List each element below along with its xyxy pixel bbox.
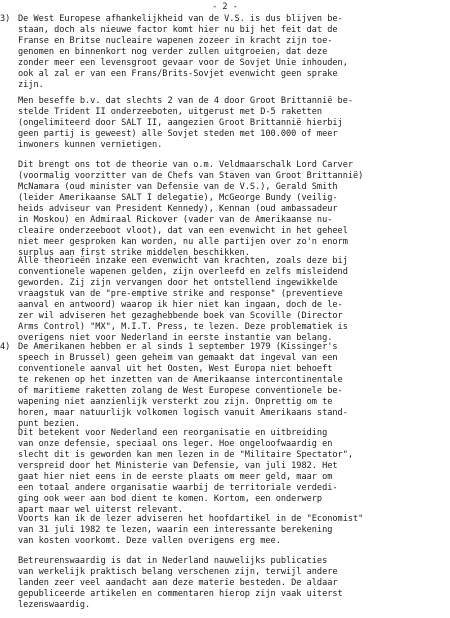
section-number: 4)	[0, 342, 11, 352]
paragraph-text: Betreurenswaardig is dat in Nederland nauwelijks publicaties van werkelijk praktisch belang verschenen zijn, terwijl andere landen zeer veel aandacht aan deze materie besteden. De aldaar gepubliceerde artikelen en commentaren hierop zijn vaak uiterst lezenswaardig.	[18, 556, 343, 610]
paragraph-text: Men beseffe b.v. dat slechts 2 van de 4 door Groot Brittannië be- stelde Trident II onderzeeboten, uitgerust met D-5 raketten (ongelimiteerd door SALT II, aangezien Groot Brittannië hierbij geen partij is geweest) alle Sovjet steden met 100.000 of meer inwoners kunnen vernietigen.	[18, 96, 354, 150]
paragraph-text: Dit brengt ons tot de theorie van o.m. Veldmaarschalk Lord Carver (voormalig voorzitter van de Chefs van Staven van Groot Brittannië) McNamara (oud minister van Defensie van de V.S.), Gerald Smith (leider Amerikaanse SALT I delegatie), McGeorge Bundy (veilig- heids adviseur van President Kennedy), Kennan (oud ambassadeur in Moskou) en Admiraal Rickover (vader van de Amerikaanse nu- cleaire onderzeeboot vloot), dat van een evenwicht in het geheel niet meer gesproken kan worden, nu alle partijen over zo'n enorm surplus aan first strike middelen beschikken.	[18, 160, 364, 258]
paragraph-text: Alle theorieën inzake een evenwicht van krachten, zoals deze bij conventionele wapenen gelden, zijn overleefd en zelfs misleidend geworden. Zij zijn vervangen door het ontstellend ingewikkelde vraagstuk van de "pre-emptive strike and response" (preventieve aanval en antwoord) waarop ik hier niet kan ingaan, doch de le- zer wil adviseren het gezaghebbende boek van Scoville (Director Arms Control) "MX", M.I.T. Press, te lezen. Deze problematiek is overigens niet voor Nederland in eerste instantie van belang.	[18, 256, 348, 343]
page-number: - 2 -	[212, 2, 238, 12]
paragraph-text: De Amerikanen hebben er al sinds 1 september 1979 (Kissinger's speech in Brussel) geen geheim van gemaakt dat ingeval van een conventionele aanval uit het Oosten, West Europa niet behoeft te rekenen op het inzetten van de Amerikaanse intercontinentale of maritieme raketten zolang de West Europese conventionele be- wapening niet aanzienlijk versterkt zou zijn. Onprettig om te horen, maar natuurlijk volkomen logisch vanuit Amerikaans stand- punt bezien.	[18, 342, 348, 429]
section-number: 3)	[0, 14, 11, 24]
paragraph-text: Dit betekent voor Nederland een reorganisatie en uitbreiding van onze defensie, speciaal ons leger. Hoe ongeloofwaardig en slecht dit is geworden kan men lezen in de "Militaire Spectator", verspreid door het Ministerie van Defensie, van juli 1982. Het gaat hier niet eens in de eerste plaats om meer geld, maar om een totaal andere organisatie waarbij de territoriale verdedi- ging ook weer aan bod dient te komen. Kortom, een onderwerp apart maar wel uiterst relevant.	[18, 428, 354, 515]
paragraph-text: De West Europese afhankelijkheid van de V.S. is dus blijven be- staan, doch als nieuwe factor komt hier nu bij het feit dat de Franse en Britse nucleaire wapenen zozeer in kracht zijn toe- genomen en binnenkort nog verder zullen uitgroeien, dat deze zonder meer een levensgroot gevaar voor de Sovjet Unie inhouden, ook al zal er van een Frans/Brits-Sovjet evenwicht geen sprake zijn.	[18, 14, 348, 90]
paragraph-text: Voorts kan ik de lezer adviseren het hoofdartikel in de "Economist" van 31 juli 1982 te lezen, waarin een interessante berekening van kosten voorkomt. Deze vallen overigens erg mee.	[18, 514, 364, 546]
